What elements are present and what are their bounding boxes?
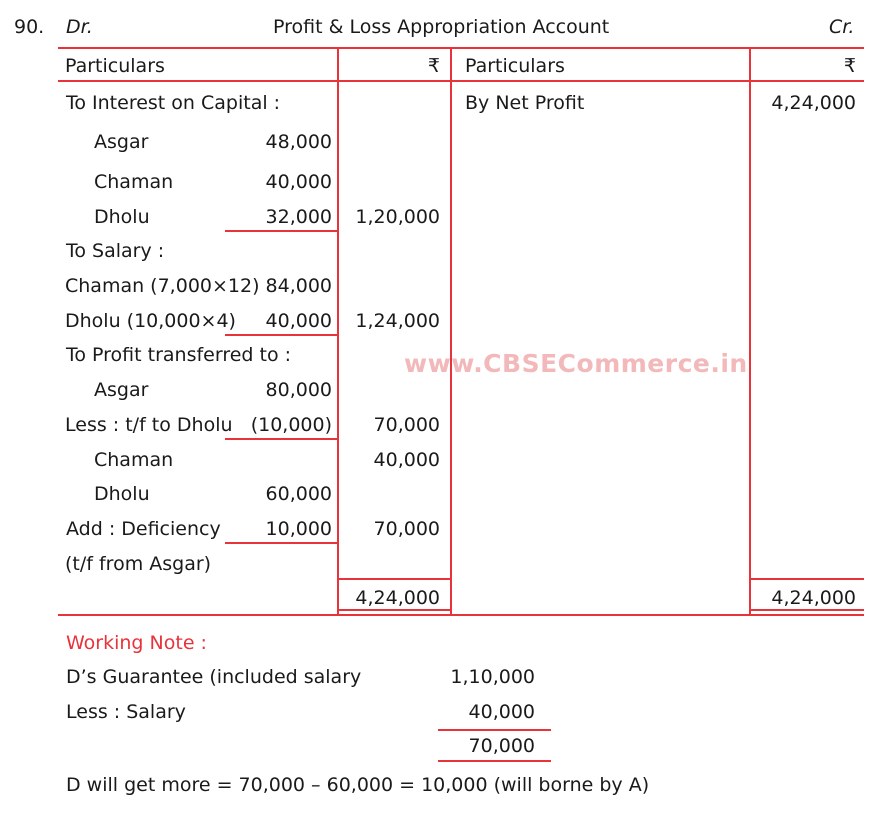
col-divider-1 bbox=[337, 47, 339, 616]
question-number: 90. bbox=[14, 16, 45, 38]
salary-heading: To Salary : bbox=[66, 240, 165, 262]
col-header-rupee-left: ₹ bbox=[427, 55, 440, 77]
working-note-result: 70,000 bbox=[468, 735, 535, 757]
interest-name: Chaman bbox=[94, 171, 174, 193]
net-profit-amount: 4,24,000 bbox=[771, 92, 856, 114]
working-rule-bottom bbox=[438, 760, 551, 762]
interest-amount: 48,000 bbox=[265, 131, 332, 153]
subtotal-rule bbox=[225, 230, 337, 232]
header-bottom-rule bbox=[58, 80, 864, 82]
total-rule-double bbox=[337, 609, 452, 611]
add-label: Add : Deficiency bbox=[66, 518, 221, 540]
less-amount: (10,000) bbox=[250, 414, 332, 436]
interest-total: 1,20,000 bbox=[355, 206, 440, 228]
salary-amount: 40,000 bbox=[265, 310, 332, 332]
working-note-conclusion: D will get more = 70,000 – 60,000 = 10,000 (will borne by A) bbox=[66, 774, 650, 796]
table-bottom-rule bbox=[58, 614, 864, 616]
add-note: (t/f from Asgar) bbox=[65, 553, 212, 575]
subtotal-rule bbox=[225, 334, 337, 336]
col-divider-2 bbox=[450, 47, 452, 616]
dholu-name: Dholu bbox=[94, 483, 150, 505]
table-top-rule bbox=[58, 47, 864, 49]
total-rule-double bbox=[749, 609, 864, 611]
account-title: Profit & Loss Appropriation Account bbox=[273, 16, 610, 38]
asgar-amount: 80,000 bbox=[265, 379, 332, 401]
col-header-particulars-left: Particulars bbox=[65, 55, 165, 77]
debit-label: Dr. bbox=[66, 16, 93, 38]
interest-amount: 32,000 bbox=[265, 206, 332, 228]
working-note-heading: Working Note : bbox=[66, 632, 207, 654]
col-header-rupee-right: ₹ bbox=[843, 55, 856, 77]
total-rule-top bbox=[337, 578, 452, 580]
salary-amount: 84,000 bbox=[265, 275, 332, 297]
salary-name: Chaman (7,000×12) bbox=[65, 275, 260, 297]
debit-grand-total: 4,24,000 bbox=[355, 587, 440, 609]
total-rule-top bbox=[749, 578, 864, 580]
working-rule-top bbox=[438, 729, 551, 731]
interest-name: Dholu bbox=[94, 206, 150, 228]
interest-name: Asgar bbox=[94, 131, 149, 153]
profit-heading: To Profit transferred to : bbox=[66, 344, 292, 366]
less-label: Less : t/f to Dholu bbox=[65, 414, 233, 436]
chaman-total: 40,000 bbox=[373, 449, 440, 471]
net-profit-label: By Net Profit bbox=[465, 92, 585, 114]
dholu-amount: 60,000 bbox=[265, 483, 332, 505]
credit-grand-total: 4,24,000 bbox=[771, 587, 856, 609]
working-note-line1-amount: 1,10,000 bbox=[450, 666, 535, 688]
asgar-name: Asgar bbox=[94, 379, 149, 401]
asgar-total: 70,000 bbox=[373, 414, 440, 436]
add-amount: 10,000 bbox=[265, 518, 332, 540]
interest-amount: 40,000 bbox=[265, 171, 332, 193]
chaman-name: Chaman bbox=[94, 449, 174, 471]
working-note-line2-label: Less : Salary bbox=[66, 701, 186, 723]
subtotal-rule bbox=[225, 542, 337, 544]
subtotal-rule bbox=[225, 438, 337, 440]
interest-heading: To Interest on Capital : bbox=[66, 92, 281, 114]
salary-total: 1,24,000 bbox=[355, 310, 440, 332]
col-divider-3 bbox=[749, 47, 751, 616]
working-note-line1-label: D’s Guarantee (included salary bbox=[66, 666, 362, 688]
working-note-line2-amount: 40,000 bbox=[468, 701, 535, 723]
watermark: www.CBSECommerce.in bbox=[404, 349, 748, 378]
credit-label: Cr. bbox=[829, 16, 855, 38]
salary-name: Dholu (10,000×4) bbox=[65, 310, 236, 332]
dholu-total: 70,000 bbox=[373, 518, 440, 540]
col-header-particulars-right: Particulars bbox=[465, 55, 565, 77]
